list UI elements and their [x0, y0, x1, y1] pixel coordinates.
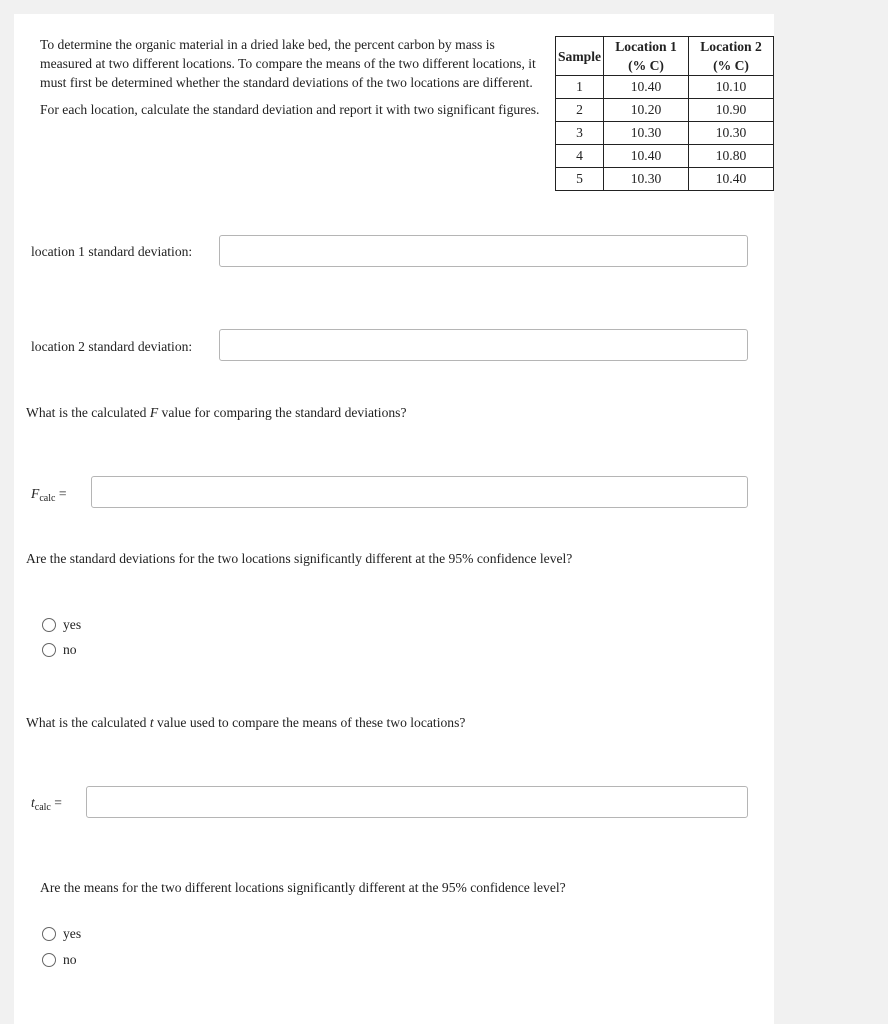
f-value-question [26, 405, 407, 421]
header-location-2 [689, 37, 774, 76]
location-2-std-dev-input[interactable] [219, 329, 748, 361]
table-row [556, 168, 774, 191]
radio-button[interactable] [42, 643, 56, 657]
table-row [556, 122, 774, 145]
question-card [14, 14, 774, 1024]
t-subscript: calc [34, 802, 51, 813]
f-equals: = [58, 486, 67, 501]
f-question-variable: F [149, 405, 159, 420]
header-location-2-unit: (% C) [713, 58, 749, 73]
t-calc-input[interactable] [86, 786, 748, 818]
means-yes-option[interactable] [42, 926, 81, 942]
header-location-1-name: Location 1 [615, 39, 677, 54]
t-calc-label [31, 795, 62, 813]
option-label: no [63, 952, 77, 967]
cell-location-1: 10.40 [604, 76, 689, 99]
option-label: yes [63, 617, 82, 632]
intro-paragraph-1: To determine the organic material in a dried lake bed, the percent carbon by mass is measured at two different locations. To compare the means of the two different locations, it must first be determined whether the standard deviations of the two locations are different. [40, 37, 536, 90]
data-table [555, 36, 774, 191]
f-symbol: F [31, 486, 40, 501]
cell-location-2: 10.10 [689, 76, 774, 99]
cell-location-1: 10.30 [604, 168, 689, 191]
header-location-2-name: Location 2 [700, 39, 762, 54]
location-2-std-dev-label: location 2 standard deviation: [31, 339, 193, 354]
cell-location-2: 10.40 [689, 168, 774, 191]
t-question-variable: t [149, 715, 154, 730]
cell-location-1: 10.40 [604, 145, 689, 168]
option-label: yes [63, 926, 82, 941]
cell-location-1: 10.30 [604, 122, 689, 145]
t-value-question [26, 715, 465, 731]
cell-location-1: 10.20 [604, 99, 689, 122]
f-question-text-start: What is the calculated [26, 405, 150, 420]
cell-sample: 2 [556, 99, 604, 122]
problem-statement [40, 35, 550, 127]
cell-location-2: 10.90 [689, 99, 774, 122]
t-question-text-end: value used to compare the means of these two locations? [153, 715, 466, 730]
cell-sample: 1 [556, 76, 604, 99]
cell-location-2: 10.80 [689, 145, 774, 168]
cell-sample: 3 [556, 122, 604, 145]
f-calc-input[interactable] [91, 476, 748, 508]
t-question-text-start: What is the calculated [26, 715, 150, 730]
header-location-1 [604, 37, 689, 76]
location-1-std-dev-label: location 1 standard deviation: [31, 244, 193, 259]
means-significance-question: Are the means for the two different locations significantly different at the 95% confidence level? [40, 880, 566, 895]
std-dev-no-option[interactable] [42, 642, 77, 658]
f-calc-label [31, 486, 66, 504]
cell-sample: 4 [556, 145, 604, 168]
table-row [556, 145, 774, 168]
table-row [556, 76, 774, 99]
std-dev-yes-option[interactable] [42, 617, 81, 633]
header-sample: Sample [556, 37, 604, 76]
intro-paragraph-2: For each location, calculate the standard deviation and report it with two significant figures. [40, 102, 540, 117]
cell-sample: 5 [556, 168, 604, 191]
f-subscript: calc [39, 493, 56, 504]
std-dev-significance-question: Are the standard deviations for the two locations significantly different at the 95% confidence level? [26, 551, 573, 566]
t-symbol: t [31, 795, 35, 810]
cell-location-2: 10.30 [689, 122, 774, 145]
header-location-1-unit: (% C) [628, 58, 664, 73]
radio-button[interactable] [42, 953, 56, 967]
t-equals: = [54, 795, 62, 810]
radio-button[interactable] [42, 618, 56, 632]
f-question-text-end: value for comparing the standard deviations? [158, 405, 407, 420]
means-no-option[interactable] [42, 952, 77, 968]
option-label: no [63, 642, 77, 657]
location-1-std-dev-input[interactable] [219, 235, 748, 267]
table-row [556, 99, 774, 122]
radio-button[interactable] [42, 927, 56, 941]
